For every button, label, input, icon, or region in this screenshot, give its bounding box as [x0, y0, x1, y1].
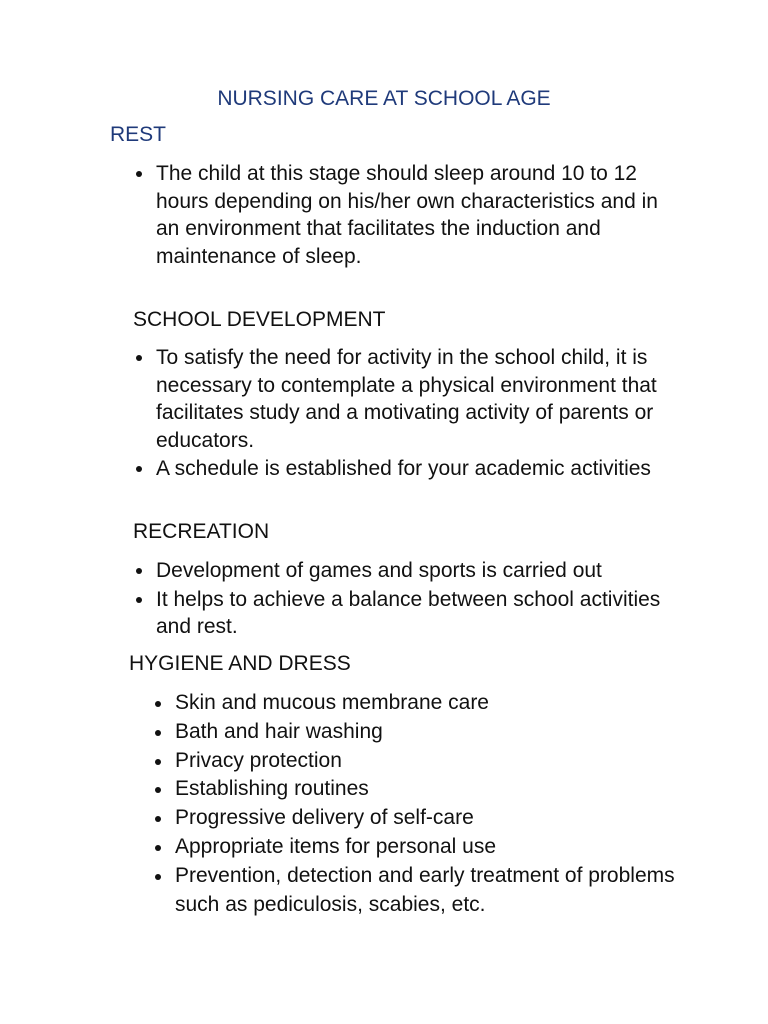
section-heading-hygiene-and-dress: HYGIENE AND DRESS [129, 652, 351, 675]
list-item-text: Prevention, detection and early treatment of problems such as pediculosis, scabies, etc. [175, 863, 675, 916]
list-item [175, 689, 675, 718]
bullet-icon [155, 874, 161, 880]
list-item-text: Progressive delivery of self-care [175, 806, 474, 830]
list-item [156, 557, 676, 585]
list-item-text: To satisfy the need for activity in the school child, it is necessary to contemplate a physical environment that facilitates study and a motivating activity of parents or educators. [156, 346, 657, 452]
list-item [175, 747, 675, 776]
list-item-text: Bath and hair washing [175, 719, 383, 743]
bullet-icon [155, 787, 161, 793]
hygiene-list [175, 689, 675, 919]
bullet-icon [155, 759, 161, 765]
list-item-text: Development of games and sports is carried out [156, 559, 602, 582]
bullet-icon [155, 845, 161, 851]
list-item-text: Appropriate items for personal use [175, 834, 496, 858]
list-item [156, 586, 676, 641]
bullet-icon [155, 730, 161, 736]
list-item [156, 160, 676, 270]
bullet-icon [136, 171, 142, 177]
list-item [175, 833, 675, 862]
school-development-list [156, 344, 676, 483]
section-heading-rest: REST [110, 123, 167, 146]
list-item-text: Skin and mucous membrane care [175, 691, 489, 714]
rest-list [156, 160, 676, 270]
section-heading-recreation: RECREATION [133, 520, 270, 543]
list-item [156, 455, 676, 483]
bullet-icon [136, 466, 142, 472]
list-item-text: Privacy protection [175, 748, 342, 772]
list-item [175, 718, 675, 747]
page-title: NURSING CARE AT SCHOOL AGE [217, 87, 551, 110]
list-item [175, 775, 675, 804]
bullet-icon [136, 355, 142, 361]
list-item-text: It helps to achieve a balance between school activities and rest. [156, 587, 661, 638]
bullet-icon [136, 568, 142, 574]
list-item-text: A schedule is established for your academic activities [156, 457, 651, 480]
bullet-icon [155, 816, 161, 822]
list-item [175, 862, 675, 920]
bullet-icon [136, 597, 142, 603]
list-item-text: The child at this stage should sleep around 10 to 12 hours depending on his/her own characteristics and in an environment that facilitates the induction and maintenance of sleep. [156, 162, 658, 268]
bullet-icon [155, 701, 161, 707]
section-heading-school-development: SCHOOL DEVELOPMENT [133, 308, 386, 331]
list-item [156, 344, 676, 454]
list-item [175, 804, 675, 833]
recreation-list [156, 557, 676, 641]
list-item-text: Establishing routines [175, 777, 369, 801]
